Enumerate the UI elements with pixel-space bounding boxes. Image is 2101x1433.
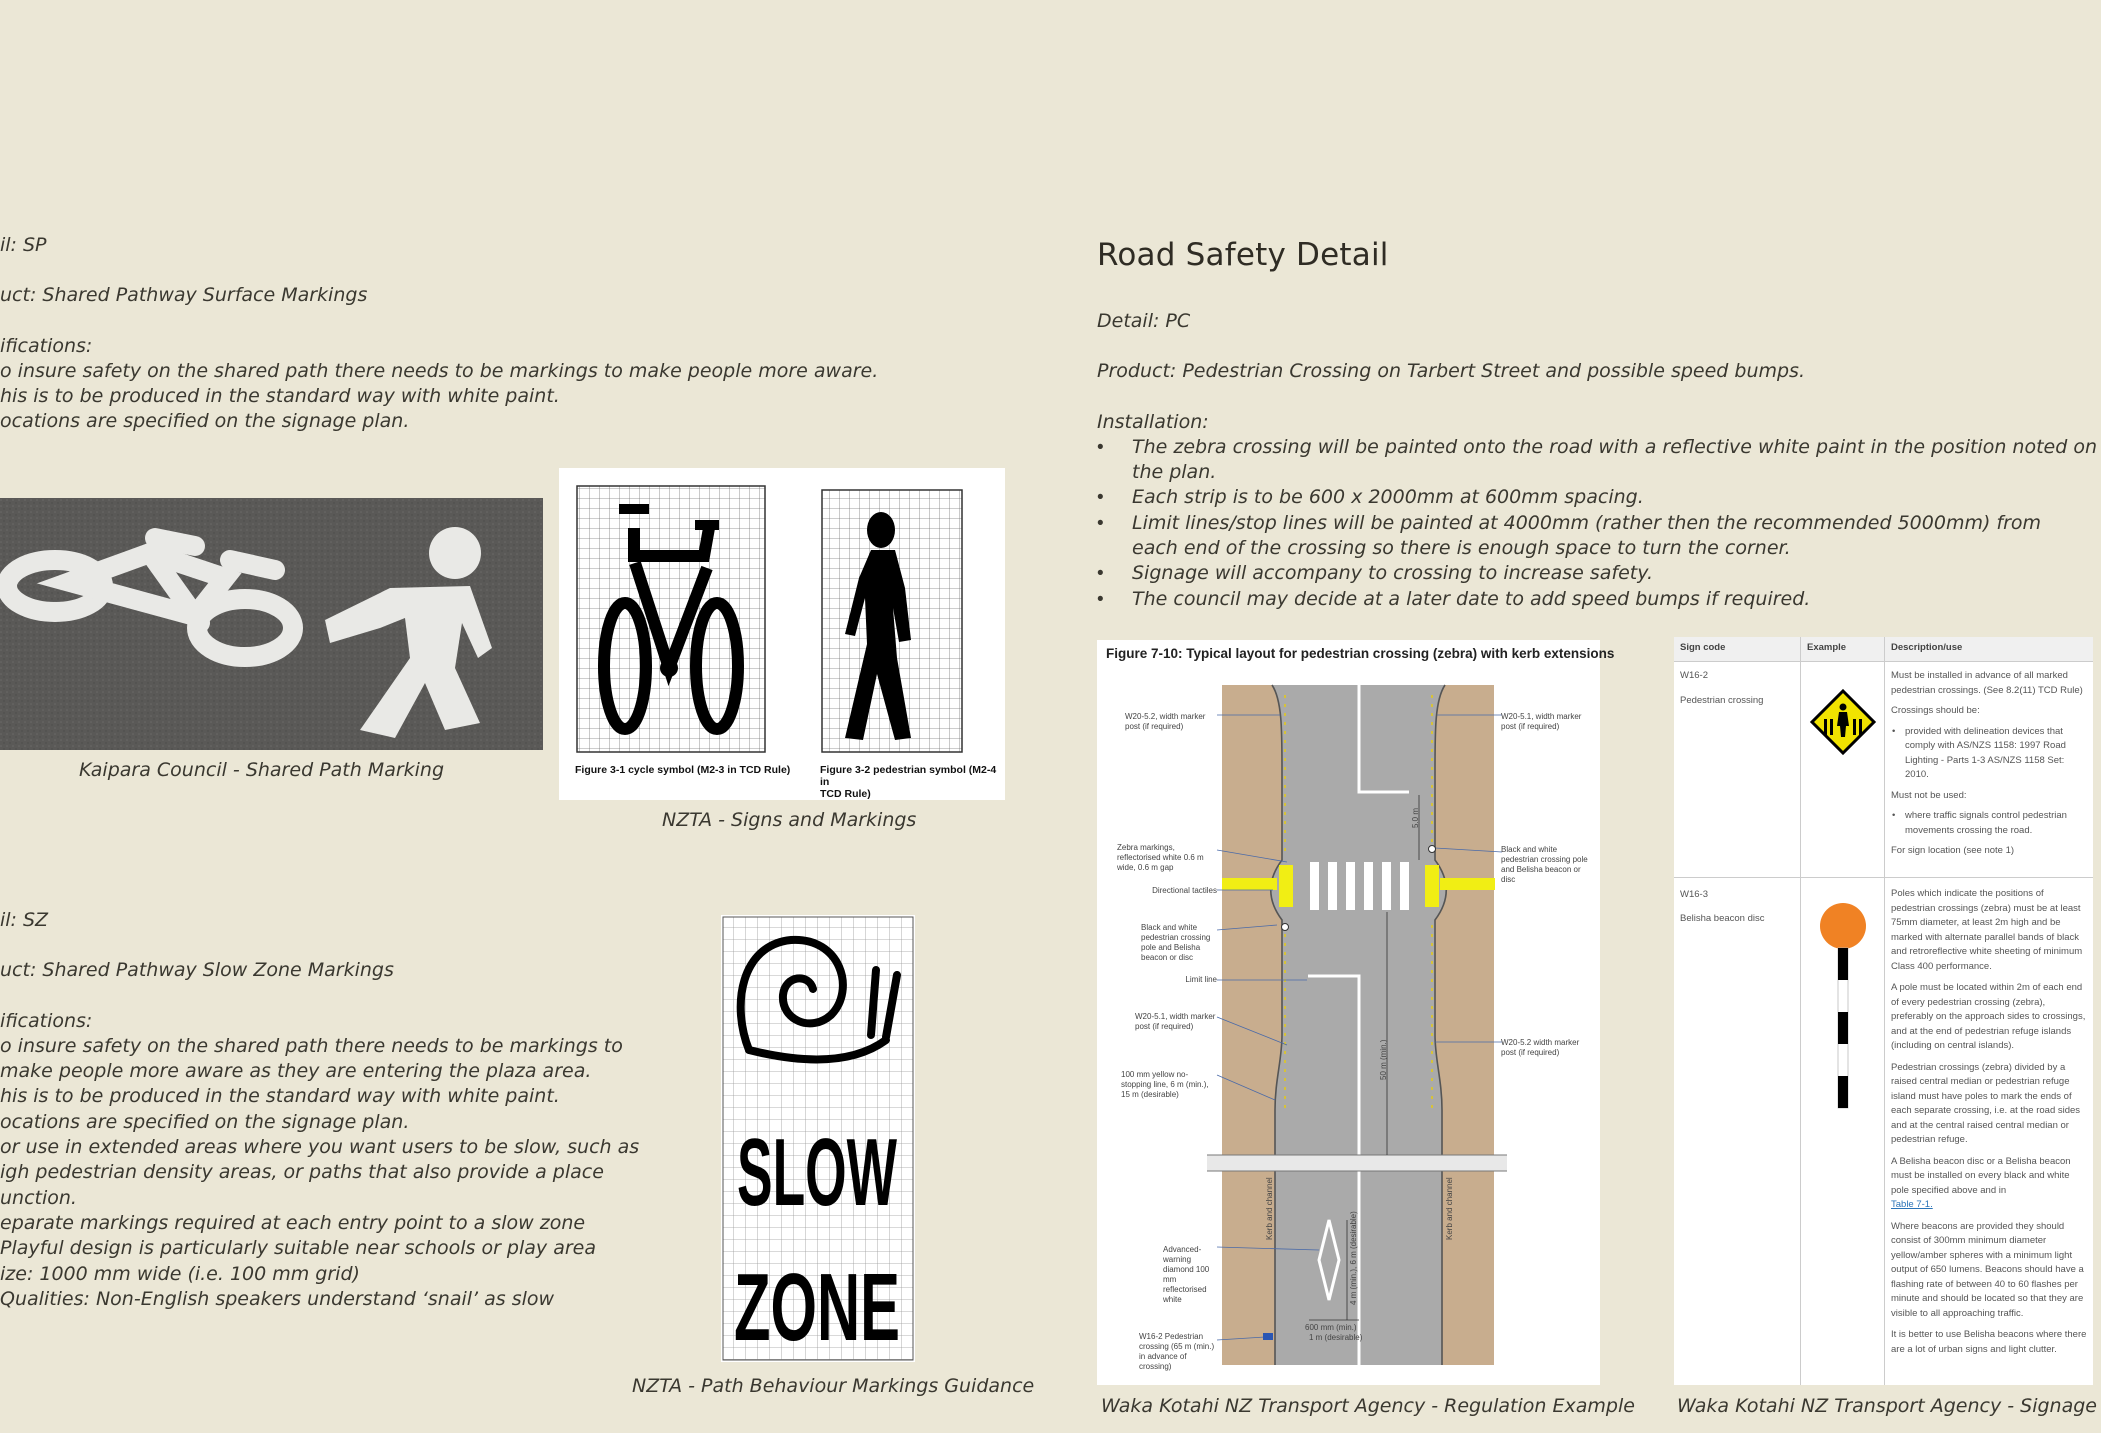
cycle-fig-caption: Figure 3-1 cycle symbol (M2-3 in TCD Rule) <box>575 764 791 776</box>
row2-desc-para: A pole must be located within 2m of each end of every pedestrian crossing (zebra), preferably on the approach sides to crossings, and at the end of pedestrian refuge islands (including on central islands). <box>1891 982 2086 1051</box>
install-item: • Signage will accompany to crossing to increase safety. <box>1097 561 2101 586</box>
header-description: Description/use <box>1891 642 1963 653</box>
label-width-marker-5-1-left: W20-5.1, width marker post (if required) <box>1135 1012 1216 1031</box>
row1-desc-para: Must not be used: <box>1891 789 1967 801</box>
sz-spec-line: ize: 1000 mm wide (i.e. 100 mm grid) <box>0 1262 360 1285</box>
dim-600mm: 600 mm (min.) <box>1305 1323 1357 1332</box>
label-belisha-pole-left: Black and white pedestrian crossing pole and Belisha beacon or disc <box>1141 923 1211 962</box>
label-w16-2-sign: W16-2 Pedestrian crossing (65 m (min.) in advance of crossing) <box>1139 1332 1215 1371</box>
label-belisha-pole-right: Black and white pedestrian crossing pole and Belisha beacon or disc <box>1501 845 1588 884</box>
road-safety-title: Road Safety Detail <box>1097 237 1389 273</box>
row-divider <box>1674 877 2093 878</box>
sz-spec-line: igh pedestrian density areas, or paths that also provide a place <box>0 1161 604 1184</box>
waka-signage-caption: Waka Kotahi NZ Transport Agency - Signage <box>1677 1395 2097 1417</box>
label-limit-line: Limit line <box>1185 975 1217 984</box>
row2-name: Belisha beacon disc <box>1680 913 1765 924</box>
signage-table <box>1674 637 2093 1385</box>
sz-spec-line: his is to be produced in the standard way with white paint. <box>0 1085 560 1108</box>
sz-product: uct: Shared Pathway Slow Zone Markings <box>0 959 394 982</box>
row2-desc-para: Where beacons are provided they should consist of 300mm minimum diameter yellow/amber spheres with a minimum light output of 650 lumens. Beacons should have a flashing rate of between 40 to 60 flashes per minute and should be located so that they are visible to all approaching traffic. <box>1891 1220 2084 1319</box>
sp-spec-line: o insure safety on the shared path there needs to be markings to make people more aware. <box>0 359 879 382</box>
row2-code: W16-3 <box>1680 889 1708 900</box>
slow-zone-marking <box>721 915 915 1362</box>
row1-desc-para: For sign location (see note 1) <box>1891 845 2015 856</box>
dim-50m: 50 m (min.) <box>1379 1039 1388 1080</box>
nzta-signs-card <box>559 468 1005 800</box>
row1-code: W16-2 <box>1680 670 1708 681</box>
kerb-channel-left: Kerb and channel <box>1265 1177 1274 1240</box>
sp-spec-title: ifications: <box>0 334 93 357</box>
label-width-marker-5-2-right: W20-5.2 width marker post (if required) <box>1501 1038 1580 1057</box>
header-example: Example <box>1807 642 1847 653</box>
row2-desc-para: Poles which indicate the positions of pedestrian crossings (zebra) must be at least 75mm diameter, at least 2m high and be marked with alternate parallel bands of black and retroreflective white sheeting of minimum Class 400 performance. <box>1891 888 2083 972</box>
dim-5m: 5.0 m <box>1411 807 1420 828</box>
row1-desc-bullet-text: provided with delineation devices that comply with AS/NZS 1158: 1997 Road Lighting - Parts 1-3 AS/NZS 1158 Set: 2010. <box>1905 725 2066 780</box>
zone-word: ZONE <box>734 1254 900 1361</box>
row1-desc-para: Crossings should be: <box>1891 705 1980 716</box>
install-item: • Limit lines/stop lines will be painted at 4000mm (rather then the recommended 5000mm) from each end of the crossing so there is enough space to turn the corner. <box>1097 511 2092 562</box>
label-warning-diamond: Advanced-warning diamond 100 mm reflectorised white <box>1163 1245 1210 1304</box>
sz-spec-line: ocations are specified on the signage plan. <box>0 1110 410 1133</box>
col-divider <box>1800 637 1801 1385</box>
road-detail: Detail: PC <box>1097 310 1191 332</box>
sz-spec-line: Playful design is particularly suitable near schools or play area <box>0 1237 596 1260</box>
install-item: • The zebra crossing will be painted onto the road with a reflective white paint in the position noted on the plan. <box>1097 435 2101 486</box>
sz-section <box>0 908 639 1312</box>
sz-spec-line: make people more aware as they are entering the plaza area. <box>0 1060 592 1083</box>
sz-spec-line: or use in extended areas where you want users to be slow, such as <box>0 1136 640 1159</box>
road-install-title: Installation: <box>1097 410 1209 433</box>
waka-regulation-caption: Waka Kotahi NZ Transport Agency - Regulation Example <box>1101 1395 1635 1417</box>
nzta-signs-caption: NZTA - Signs and Markings <box>662 809 917 831</box>
slow-word: SLOW <box>737 1119 898 1226</box>
sp-product: uct: Shared Pathway Surface Markings <box>0 284 368 307</box>
kerb-channel-right: Kerb and channel <box>1445 1177 1454 1240</box>
cycle-pedestrian-symbols <box>559 468 1005 800</box>
row1-desc-bullet: • provided with delineation devices that comply with AS/NZS 1158: 1997 Road Lighting - Parts 1-3 AS/NZS 1158 Set: 2010. <box>1892 725 2066 780</box>
nzta-path-caption: NZTA - Path Behaviour Markings Guidance <box>632 1375 1035 1397</box>
row1-desc <box>1891 669 2087 859</box>
slow-zone-card <box>721 915 915 1362</box>
ped-fig-caption <box>820 764 1005 800</box>
figure-7-10-card <box>1097 640 1615 1385</box>
row2-desc <box>1891 887 2089 1357</box>
row1-name: Pedestrian crossing <box>1680 695 1764 706</box>
dim-1m: 1 m (desirable) <box>1309 1333 1363 1342</box>
sp-detail: il: SP <box>0 234 47 256</box>
sp-section <box>0 233 878 435</box>
sz-spec-line: unction. <box>0 1186 77 1209</box>
row2-desc-para: Pedestrian crossings (zebra) divided by a raised central median or pedestrian refuge island must have poles to mark the ends of each separate crossing, i.e. at the road sides and at the central raised central median or pedestrian refuge. <box>1891 1061 2081 1145</box>
road-product: Product: Pedestrian Crossing on Tarbert Street and possible speed bumps. <box>1097 360 1805 383</box>
table-7-1-link[interactable]: Table 7-1. <box>1891 1199 1933 1210</box>
ped-fig-caption-line: Figure 3-2 pedestrian symbol (M2-4 in <box>820 764 997 788</box>
sz-detail: il: SZ <box>0 909 49 931</box>
sp-spec-line: his is to be produced in the standard way with white paint. <box>0 385 560 408</box>
row1-desc-bullet-text: where traffic signals control pedestrian movements crossing the road. <box>1905 810 2067 836</box>
label-directional-tactiles: Directional tactiles <box>1152 886 1217 895</box>
label-width-marker-5-2: W20-5.2, width marker post (if required) <box>1125 712 1206 731</box>
install-item: • The council may decide at a later date to add speed bumps if required. <box>1097 587 2101 612</box>
road-section <box>1097 309 2101 612</box>
pedestrian-crossing-sign-icon <box>1810 689 1876 755</box>
dim-4m: 4 m (min.), 6 m (desirable) <box>1349 1211 1358 1305</box>
col-divider <box>1884 637 1885 1385</box>
row1-desc-para: Must be installed in advance of all marked pedestrian crossings. (See 8.2(11) TCD Rule) <box>1891 670 2083 696</box>
install-list <box>1097 435 2101 612</box>
sz-spec-line: Qualities: Non-English speakers understand ‘snail’ as slow <box>0 1287 555 1310</box>
sp-spec-line: ocations are specified on the signage plan. <box>0 410 410 433</box>
kaipara-caption: Kaipara Council - Shared Path Marking <box>79 759 445 781</box>
label-no-stopping-line: 100 mm yellow no-stopping line, 6 m (min.), 15 m (desirable) <box>1121 1070 1209 1099</box>
install-item: • Each strip is to be 600 x 2000mm at 600mm spacing. <box>1097 485 2101 510</box>
sz-spec-line: eparate markings required at each entry point to a slow zone <box>0 1211 586 1234</box>
row1-desc-bullet: • where traffic signals control pedestrian movements crossing the road. <box>1892 810 2067 836</box>
sz-spec-line: o insure safety on the shared path there needs to be markings to <box>0 1034 623 1057</box>
label-width-marker-5-1-right: W20-5.1, width marker post (if required) <box>1501 712 1582 731</box>
row2-desc-para: It is better to use Belisha beacons where there are a lot of urban signs and light clutter. <box>1891 1329 2087 1355</box>
kaipara-photo <box>0 498 543 750</box>
belisha-beacon-icon <box>1816 902 1870 1112</box>
row2-desc-para: A Belisha beacon disc or a Belisha beacon must be installed on every black and white pole specified above and in <box>1891 1155 2071 1196</box>
label-zebra-markings: Zebra markings, reflectorised white 0.6 m wide, 0.6 m gap <box>1117 843 1204 872</box>
ped-fig-caption-line: TCD Rule) <box>820 788 871 800</box>
header-sign-code: Sign code <box>1680 642 1726 653</box>
sz-spec-title: ifications: <box>0 1009 93 1032</box>
shared-path-marking-image <box>0 498 543 750</box>
figure-7-10-title: Figure 7-10: Typical layout for pedestrian crossing (zebra) with kerb extensions <box>1106 646 1615 661</box>
